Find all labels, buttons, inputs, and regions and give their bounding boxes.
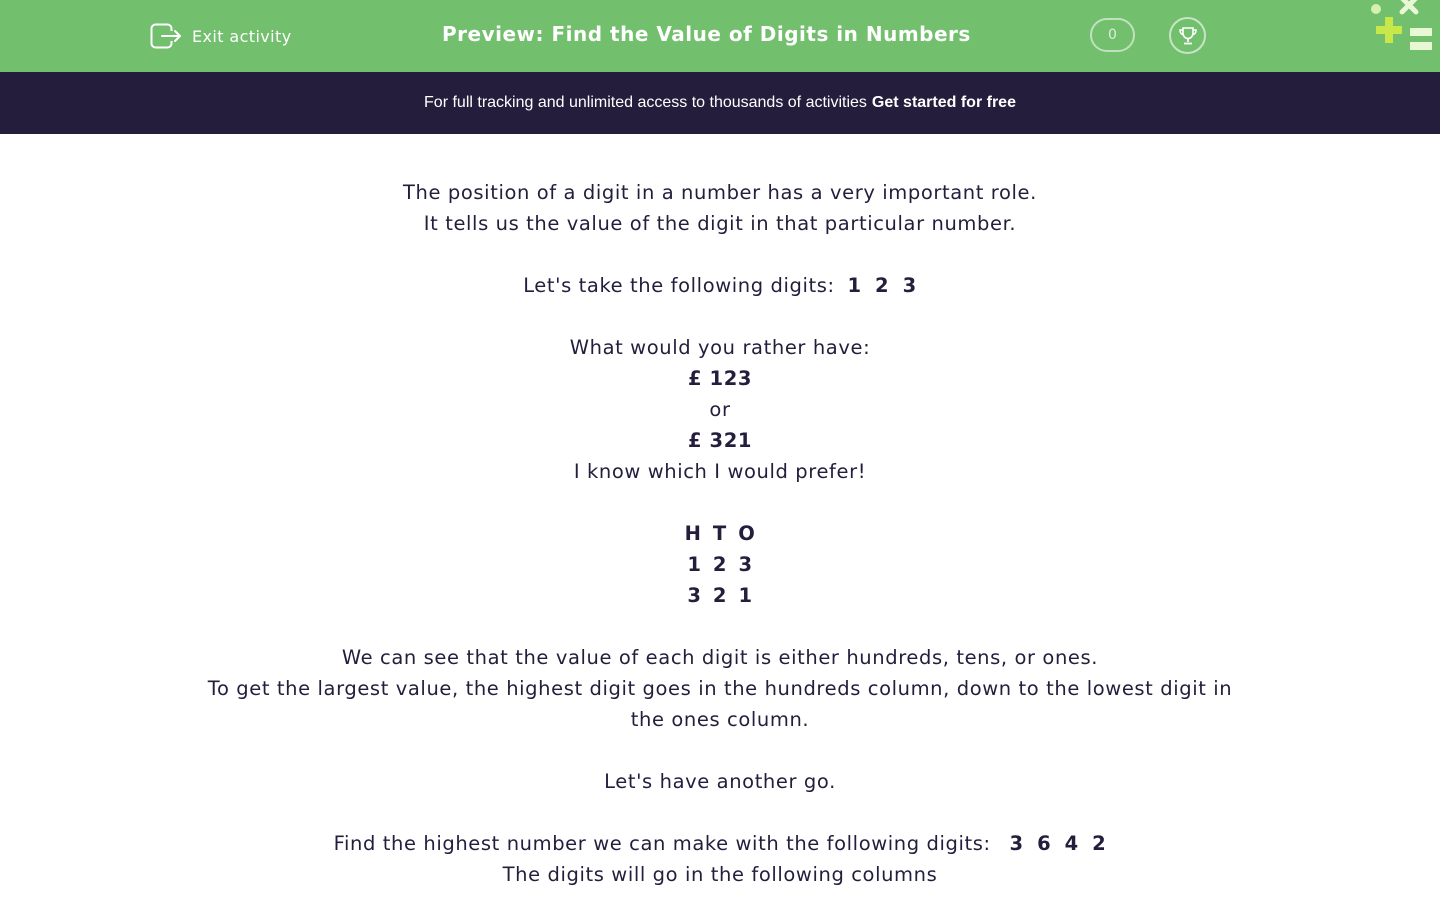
logo [1366,0,1440,60]
place-value-row-1: 1 2 3 [687,553,753,576]
preference-line: I know which I would prefer! [573,460,867,483]
intro-line-1: The position of a digit in a number has a very important role. [403,181,1037,204]
page-title: Preview: Find the Value of Digits in Numbers [442,22,971,46]
place-value-row-2: 3 2 1 [687,584,753,607]
get-started-link[interactable]: Get started for free [871,94,1016,111]
question-line: What would you rather have: [569,336,871,359]
trophy-button[interactable] [1169,17,1206,54]
exit-icon [150,22,182,50]
option-two: £ 321 [687,429,753,452]
digits-intro: Let's take the following digits: [523,274,835,297]
task-line [0,828,1440,859]
exit-activity-label: Exit activity [192,26,292,46]
explanation-line-1: We can see that the value of each digit is either hundreds, tens, or ones. [341,646,1099,669]
top-bar [0,0,1440,72]
digits-value: 1 2 3 [847,274,917,297]
task-columns-line: The digits will go in the following columns [502,863,938,886]
place-value-header: H T O [684,522,756,545]
promo-banner [0,72,1440,134]
score-badge: 0 [1090,18,1135,52]
activity-content [0,177,1440,890]
intro-line-2: It tells us the value of the digit in that particular number. [423,212,1017,235]
another-go-line: Let's have another go. [604,770,836,793]
option-one: £ 123 [687,367,753,390]
trophy-icon [1176,24,1200,48]
task-digits: 3 6 4 2 [1009,832,1107,855]
exit-activity-button[interactable] [150,22,292,50]
digits-line [0,270,1440,301]
promo-text: For full tracking and unlimited access to thousands of activities [424,94,867,111]
task-intro: Find the highest number we can make with the following digits: [333,832,991,855]
or-text: or [709,398,731,421]
explanation-line-2: To get the largest value, the highest digit goes in the hundreds column, down to the lowest digit in the ones column. [207,677,1233,731]
